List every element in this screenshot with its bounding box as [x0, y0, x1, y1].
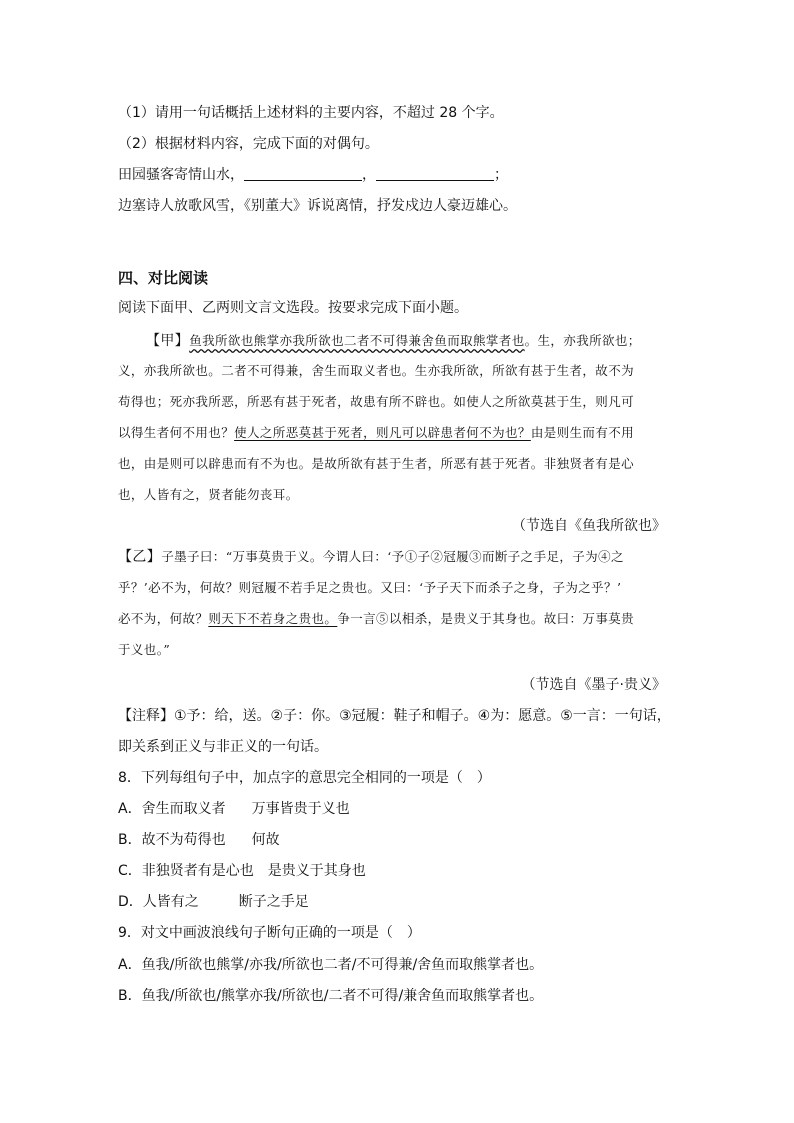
couplet-line-2: 边塞诗人放歌风雪，《别董大》诉说离情，抒发戍边人豪迈雄心。	[118, 198, 517, 214]
jia-line-1-rest: 。生，亦我所欲也；	[524, 333, 641, 348]
yi-underlined-sentence: 则天下不若身之贵也。	[208, 611, 338, 626]
jia-line-4	[118, 423, 634, 443]
jia-wavy-sentence: 鱼我所欲也熊掌亦我所欲也二者不可得兼舍鱼而取熊掌者也	[189, 333, 525, 348]
yi-line-1-text: 子墨子曰：“万事莫贵于义。今谓人曰：‘予①子②冠履③而断子之手足，子为④之	[161, 549, 624, 564]
yi-tag: 【乙】	[118, 549, 162, 565]
yi-source: （节选自《墨子·贵义》	[521, 677, 666, 693]
q8-option-b-pair: 何故	[251, 832, 280, 848]
yi-line-3	[118, 609, 634, 629]
answer-blank-2[interactable]	[376, 166, 494, 181]
q8-option-d[interactable]	[118, 892, 309, 912]
q8-option-a-pair: 万事皆贵于义也	[251, 801, 350, 817]
q8-option-b-label: B．故不为苟得也	[118, 832, 226, 848]
q8-option-c-label: C．非独贤者有是心也	[118, 863, 254, 879]
jia-line-3: 苟得也；死亦我所恶，所恶有甚于死者，故患有所不辟也。如使人之所欲莫甚于生，则凡可	[118, 394, 635, 409]
question-9: 9．对文中画波浪线句子断句正确的一项是（ ）	[118, 925, 421, 941]
couplet-line-1	[118, 165, 508, 185]
q8-option-c-pair: 是贵义于其身也	[267, 863, 366, 879]
jia-line-1	[146, 331, 641, 351]
notes-line-1: 【注释】①予：给，送。②子：你。③冠履：鞋子和帽子。④为：愿意。⑤一言：一句话，	[118, 708, 671, 724]
yi-line-2: 乎？’必不为，何故？则冠履不若手足之贵也。又曰：‘予子天下而杀子之身，子为之乎？’	[118, 580, 622, 595]
q9-option-b[interactable]: B．鱼我/所欲也/熊掌亦我/所欲也/二者不可得/兼舍鱼而取熊掌者也。	[118, 988, 544, 1004]
reading-instruction: 阅读下面甲、乙两则文言文选段。按要求完成下面小题。	[118, 300, 468, 316]
couplet-line-1-start: 田园骚客寄情山水，	[118, 167, 244, 183]
answer-blank-1[interactable]	[244, 166, 362, 181]
jia-line-4-a: 以得生者何不用也？	[118, 425, 235, 440]
yi-line-1	[118, 547, 624, 567]
jia-line-4-b: 由是则生而有不用	[530, 425, 635, 440]
q8-option-c[interactable]	[118, 861, 366, 881]
q8-option-a[interactable]	[118, 799, 350, 819]
q9-option-a[interactable]: A．鱼我/所欲也熊掌/亦我/所欲也二者/不可得兼/舍鱼而取熊掌者也。	[118, 957, 544, 973]
couplet-comma: ，	[362, 167, 376, 183]
notes-line-2: 即关系到正义与非正义的一句话。	[118, 739, 328, 755]
section-title: 四、对比阅读	[118, 269, 209, 287]
question-2: （2）根据材料内容，完成下面的对偶句。	[118, 136, 379, 152]
couplet-line-1-end: ；	[494, 167, 508, 183]
question-1: （1）请用一句话概括上述材料的主要内容，不超过 28 个字。	[118, 105, 504, 121]
q8-option-b[interactable]	[118, 830, 280, 850]
q8-option-d-pair: 断子之手足	[238, 894, 309, 910]
jia-line-5: 也，由是则可以辟患而有不为也。是故所欲有甚于生者，所恶有甚于死者。非独贤者有是心	[118, 456, 635, 471]
yi-line-3-b: 争一言⑤以相杀，是贵义于其身也。故曰：万事莫贵	[337, 611, 635, 626]
jia-source: （节选自《鱼我所欲也》	[512, 518, 666, 534]
jia-line-6: 也，人皆有之，贤者能勿丧耳。	[118, 487, 299, 502]
jia-line-2: 义，亦我所欲也。二者不可得兼，舍生而取义者也。生亦我所欲，所欲有甚于生者，故不为	[118, 363, 635, 378]
jia-underlined-sentence: 使人之所恶莫甚于死者，则凡可以辟患者何不为也？	[234, 425, 531, 440]
q8-option-d-label: D．人皆有之	[118, 894, 199, 910]
jia-tag: 【甲】	[146, 333, 190, 349]
yi-line-4: 于义也。”	[118, 642, 171, 657]
q8-option-a-label: A．舍生而取义者	[118, 801, 226, 817]
question-8: 8．下列每组句子中，加点字的意思完全相同的一项是（ ）	[118, 770, 491, 786]
yi-line-3-a: 必不为，何故？	[118, 611, 209, 626]
